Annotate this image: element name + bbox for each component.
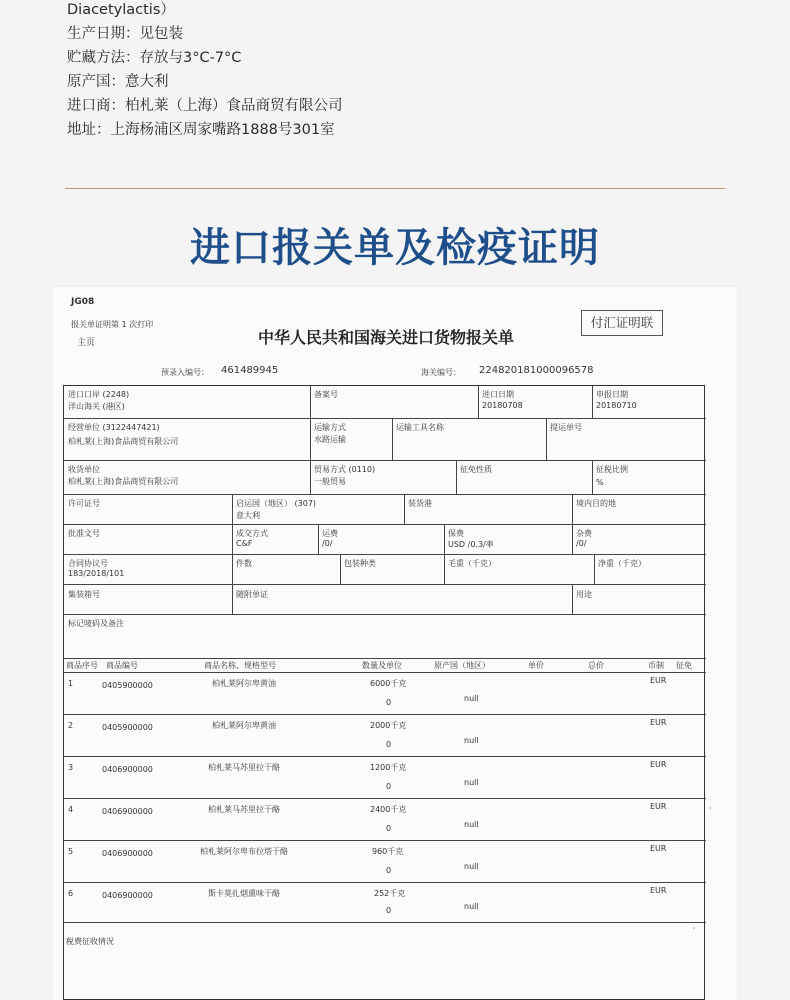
info-line-production-date: 生产日期：见包装 (67, 26, 183, 42)
transport-label: 运输方式 (314, 423, 346, 432)
tax-ratio-value: % (596, 478, 604, 487)
goods-header-code: 商品编号 (106, 661, 138, 670)
port-value: 洋山海关 (港区) (68, 402, 125, 411)
grid-line (456, 460, 457, 494)
freight-label: 运费 (322, 529, 338, 538)
goods-qty: 1200千克 (370, 763, 407, 772)
usage-label: 用途 (576, 590, 592, 599)
customs-number-label: 海关编号： (421, 368, 461, 377)
table-row (64, 672, 704, 714)
grid-line (572, 584, 573, 614)
grid-line (310, 386, 311, 418)
grid-line (64, 418, 706, 419)
goods-origin: null (464, 862, 479, 871)
filing-label: 备案号 (314, 390, 338, 399)
operator-value: 柏札莱(上海)食品商贸有限公司 (68, 437, 179, 446)
grid-line (232, 494, 233, 524)
trade-value: 一般贸易 (314, 477, 346, 486)
table-row (64, 714, 704, 756)
goods-currency: EUR (650, 676, 667, 685)
grid-line (444, 554, 445, 584)
goods-qty-second: 0 (386, 740, 392, 749)
table-row (64, 840, 704, 882)
port-label: 进口口岸 (2248) (68, 390, 130, 399)
goods-code: 0406900000 (102, 807, 153, 816)
goods-no: 3 (68, 763, 74, 772)
goods-code: 0406900000 (102, 765, 153, 774)
misc-fee-value: /0/ (576, 539, 587, 548)
goods-no: 4 (68, 805, 74, 814)
destination-label: 境内目的地 (576, 499, 616, 508)
goods-header-qty: 数量及单位 (362, 661, 402, 670)
grid-line (64, 658, 706, 659)
goods-name: 柏札莱阿尔卑黄油 (212, 679, 276, 688)
table-row (64, 756, 704, 798)
grid-line (232, 554, 233, 584)
table-row (64, 798, 704, 840)
misc-fee-label: 杂费 (576, 529, 592, 538)
grid-line (64, 494, 706, 495)
bill-label: 提运单号 (550, 423, 582, 432)
operator-label: 经营单位 (3122447421) (68, 423, 160, 432)
divider (65, 188, 725, 189)
goods-qty: 6000千克 (370, 679, 407, 688)
trade-label: 贸易方式 (0110) (314, 465, 376, 474)
goods-header-exempt: 征免 (676, 661, 692, 670)
main-page-label: 主页 (77, 338, 96, 348)
grid-line (64, 460, 706, 461)
pre-entry-number: 461489945 (221, 365, 279, 376)
license-label: 许可证号 (68, 499, 100, 508)
contract-value: 183/2018/101 (68, 569, 125, 578)
goods-qty-second: 0 (386, 866, 392, 875)
declare-date: 20180710 (596, 401, 637, 410)
goods-code: 0405900000 (102, 681, 153, 690)
goods-no: 2 (68, 721, 74, 730)
goods-header-currency: 币制 (648, 661, 664, 670)
goods-name: 柏札莱马苏里拉干酪 (208, 805, 280, 814)
goods-qty-second: 0 (386, 698, 392, 707)
grid-line (64, 614, 706, 615)
grid-line (340, 554, 341, 584)
form-grid (63, 385, 705, 1000)
vehicle-label: 运输工具名称 (396, 423, 444, 432)
print-count: 报关单证明第 1 次打印 (71, 320, 154, 329)
scan-speck (693, 927, 695, 929)
goods-qty-second: 0 (386, 782, 392, 791)
attached-docs-label: 随附单证 (236, 590, 268, 599)
goods-origin: null (464, 736, 479, 745)
grid-line (404, 494, 405, 524)
info-line-importer: 进口商：柏札莱（上海）食品商贸有限公司 (67, 98, 343, 114)
grid-line (572, 524, 573, 554)
payment-stamp: 付汇证明联 (581, 310, 663, 336)
goods-header-origin: 原产国（地区） (434, 661, 490, 670)
loading-port-label: 装货港 (408, 499, 432, 508)
goods-code: 0406900000 (102, 891, 153, 900)
goods-header-price: 单价 (528, 661, 544, 670)
grid-line (318, 524, 319, 554)
goods-header-name: 商品名称、规格型号 (204, 661, 276, 670)
goods-code: 0405900000 (102, 723, 153, 732)
tax-section-label: 税费征收情况 (66, 937, 114, 946)
marks-label: 标记唛码及备注 (68, 619, 124, 628)
grid-line (64, 554, 706, 555)
goods-qty: 2000千克 (370, 721, 407, 730)
goods-currency: EUR (650, 844, 667, 853)
goods-code: 0406900000 (102, 849, 153, 858)
section-title: 进口报关单及检疫证明 (190, 225, 600, 271)
goods-qty-second: 0 (386, 906, 392, 915)
scan-speck (709, 807, 711, 809)
goods-currency: EUR (650, 760, 667, 769)
insurance-label: 保费 (448, 529, 464, 538)
contract-label: 合同协议号 (68, 559, 108, 568)
table-row (64, 882, 704, 922)
goods-no: 5 (68, 847, 74, 856)
goods-currency: EUR (650, 718, 667, 727)
freight-value: /0/ (322, 539, 333, 548)
grid-line (594, 554, 595, 584)
container-label: 集装箱号 (68, 590, 100, 599)
info-line-origin: 原产国：意大利 (67, 74, 169, 90)
origin-country-value: 意大利 (236, 511, 260, 520)
pre-entry-label: 预录入编号： (161, 368, 209, 377)
grid-line (572, 494, 573, 524)
net-weight-label: 净重（千克） (598, 559, 646, 568)
goods-name: 柏札莱马苏里拉干酪 (208, 763, 280, 772)
goods-name: 柏札莱阿尔卑布拉塔干酪 (200, 847, 288, 856)
import-date: 20180708 (482, 401, 523, 410)
grid-line (444, 524, 445, 554)
goods-origin: null (464, 902, 479, 911)
goods-name: 柏札莱阿尔卑黄油 (212, 721, 276, 730)
transport-value: 水路运输 (314, 435, 346, 444)
terms-label: 成交方式 (236, 529, 268, 538)
goods-no: 1 (68, 679, 74, 688)
grid-line (64, 584, 706, 585)
origin-country-label: 启运国（地区） (307) (236, 499, 317, 508)
product-info (67, 0, 343, 142)
goods-qty: 960千克 (372, 847, 404, 856)
consignee-value: 柏札莱(上海)食品商贸有限公司 (68, 477, 179, 486)
grid-line (64, 524, 706, 525)
grid-line (592, 386, 593, 418)
grid-line (310, 418, 311, 460)
exempt-label: 征免性质 (460, 465, 492, 474)
grid-line (392, 418, 393, 460)
grid-line (546, 418, 547, 460)
goods-header-no: 商品序号 (66, 661, 98, 670)
grid-line (232, 524, 233, 554)
insurance-value: USD /0.3/率 (448, 540, 494, 549)
goods-name: 斯卡莫扎烟熏味干酪 (208, 889, 280, 898)
info-line-ingredient: Diacetylactis） (67, 2, 175, 18)
goods-currency: EUR (650, 886, 667, 895)
goods-header-total: 总价 (588, 661, 604, 670)
grid-line (592, 460, 593, 494)
tax-ratio-label: 征税比例 (596, 465, 628, 474)
customs-number: 224820181000096578 (479, 365, 594, 376)
terms-value: C&F (236, 539, 253, 548)
info-line-address: 地址：上海杨浦区周家嘴路1888号301室 (67, 122, 335, 138)
grid-line (232, 584, 233, 614)
consignee-label: 收货单位 (68, 465, 100, 474)
import-date-label: 进口日期 (482, 390, 514, 399)
goods-no: 6 (68, 889, 74, 898)
package-label: 包装种类 (344, 559, 376, 568)
goods-qty-second: 0 (386, 824, 392, 833)
approval-label: 批准文号 (68, 529, 100, 538)
customs-declaration-scan (53, 287, 737, 1000)
grid-line (310, 460, 311, 494)
pieces-label: 件数 (236, 559, 252, 568)
info-line-storage: 贮藏方法：存放与3°C-7°C (67, 50, 242, 66)
declare-date-label: 申报日期 (596, 390, 628, 399)
goods-origin: null (464, 694, 479, 703)
goods-currency: EUR (650, 802, 667, 811)
goods-qty: 252千克 (374, 889, 406, 898)
goods-origin: null (464, 778, 479, 787)
goods-origin: null (464, 820, 479, 829)
form-code: JG08 (71, 297, 95, 307)
grid-line (64, 922, 706, 923)
grid-line (478, 386, 479, 418)
goods-qty: 2400千克 (370, 805, 407, 814)
form-title: 中华人民共和国海关进口货物报关单 (258, 328, 515, 347)
gross-weight-label: 毛重（千克） (448, 559, 496, 568)
